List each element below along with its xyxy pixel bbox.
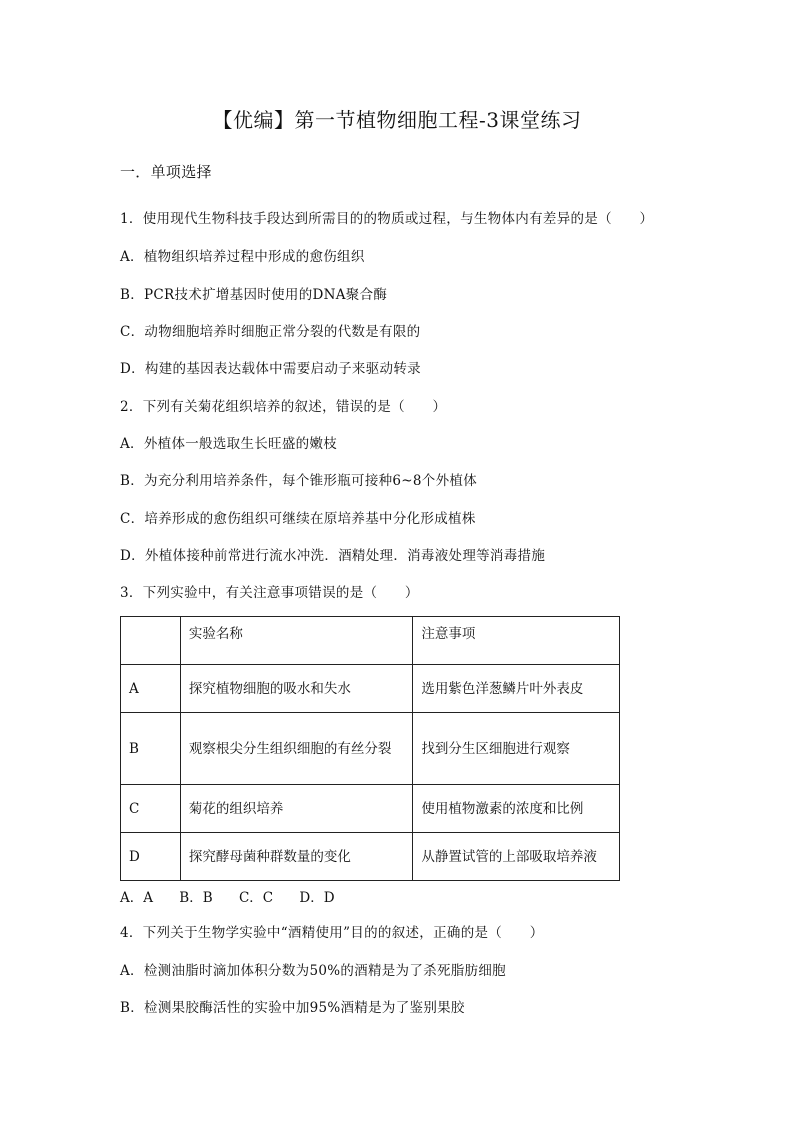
question-1-option-d: D．构建的基因表达载体中需要启动子来驱动转录 (120, 361, 421, 377)
question-1-option-b: B．PCR技术扩增基因时使用的DNA聚合酶 (120, 287, 388, 303)
question-4-stem: 4．下列关于生物学实验中“酒精使用”目的的叙述，正确的是（ ） (120, 925, 544, 941)
table-row (121, 665, 620, 713)
table-header-cell: 注意事项 (413, 617, 620, 665)
question-2-option-d: D．外植体接种前常进行流水冲洗．酒精处理．消毒液处理等消毒措施 (120, 548, 546, 564)
page-title: 【优编】第一节植物细胞工程-3课堂练习 (212, 108, 582, 132)
question-3-table (120, 616, 620, 881)
question-3-options (120, 886, 357, 906)
question-4-option-b: B．检测果胶酶活性的实验中加95%酒精是为了鉴别果胶 (120, 1000, 465, 1016)
table-row (121, 785, 620, 833)
table-cell: 探究酵母菌种群数量的变化 (180, 833, 413, 881)
question-4-option-a: A．检测油脂时滴加体积分数为50%的酒精是为了杀死脂肪细胞 (120, 963, 506, 979)
table-cell: 使用植物激素的浓度和比例 (413, 785, 620, 833)
table-header-cell: 实验名称 (180, 617, 413, 665)
table-cell: 观察根尖分生组织细胞的有丝分裂 (180, 713, 413, 785)
table-cell: B (121, 713, 181, 785)
question-2-stem: 2．下列有关菊花组织培养的叙述，错误的是（ ） (120, 399, 447, 415)
question-1-option-a: A．植物组织培养过程中形成的愈伤组织 (120, 249, 365, 265)
table-row (121, 713, 620, 785)
table-cell: D (121, 833, 181, 881)
table-cell: 菊花的组织培养 (180, 785, 413, 833)
question-2-option-b: B．为充分利用培养条件，每个锥形瓶可接种6~8个外植体 (120, 473, 478, 489)
table-cell: C (121, 785, 181, 833)
question-3-option-a: A．A (120, 890, 153, 906)
question-2-option-c: C．培养形成的愈伤组织可继续在原培养基中分化形成植株 (120, 511, 476, 527)
table-cell: 选用紫色洋葱鳞片叶外表皮 (413, 665, 620, 713)
question-3-option-d: D．D (299, 890, 335, 906)
question-3-option-c: C．C (238, 890, 274, 906)
question-3-option-b: B．B (179, 890, 213, 906)
question-2-option-a: A．外植体一般选取生长旺盛的嫩枝 (120, 436, 338, 452)
table-row (121, 833, 620, 881)
table-cell: A (121, 665, 181, 713)
table-cell: 从静置试管的上部吸取培养液 (413, 833, 620, 881)
section-heading: 一．单项选择 (120, 163, 212, 181)
question-1-stem: 1．使用现代生物科技手段达到所需目的的物质或过程，与生物体内有差异的是（ ） (120, 211, 654, 227)
question-1-option-c: C．动物细胞培养时细胞正常分裂的代数是有限的 (120, 324, 421, 340)
table-cell: 探究植物细胞的吸水和失水 (180, 665, 413, 713)
question-3-stem: 3．下列实验中，有关注意事项错误的是（ ） (120, 585, 419, 601)
table-header-cell (121, 617, 181, 665)
table-cell: 找到分生区细胞进行观察 (413, 713, 620, 785)
table-header-row (121, 617, 620, 665)
